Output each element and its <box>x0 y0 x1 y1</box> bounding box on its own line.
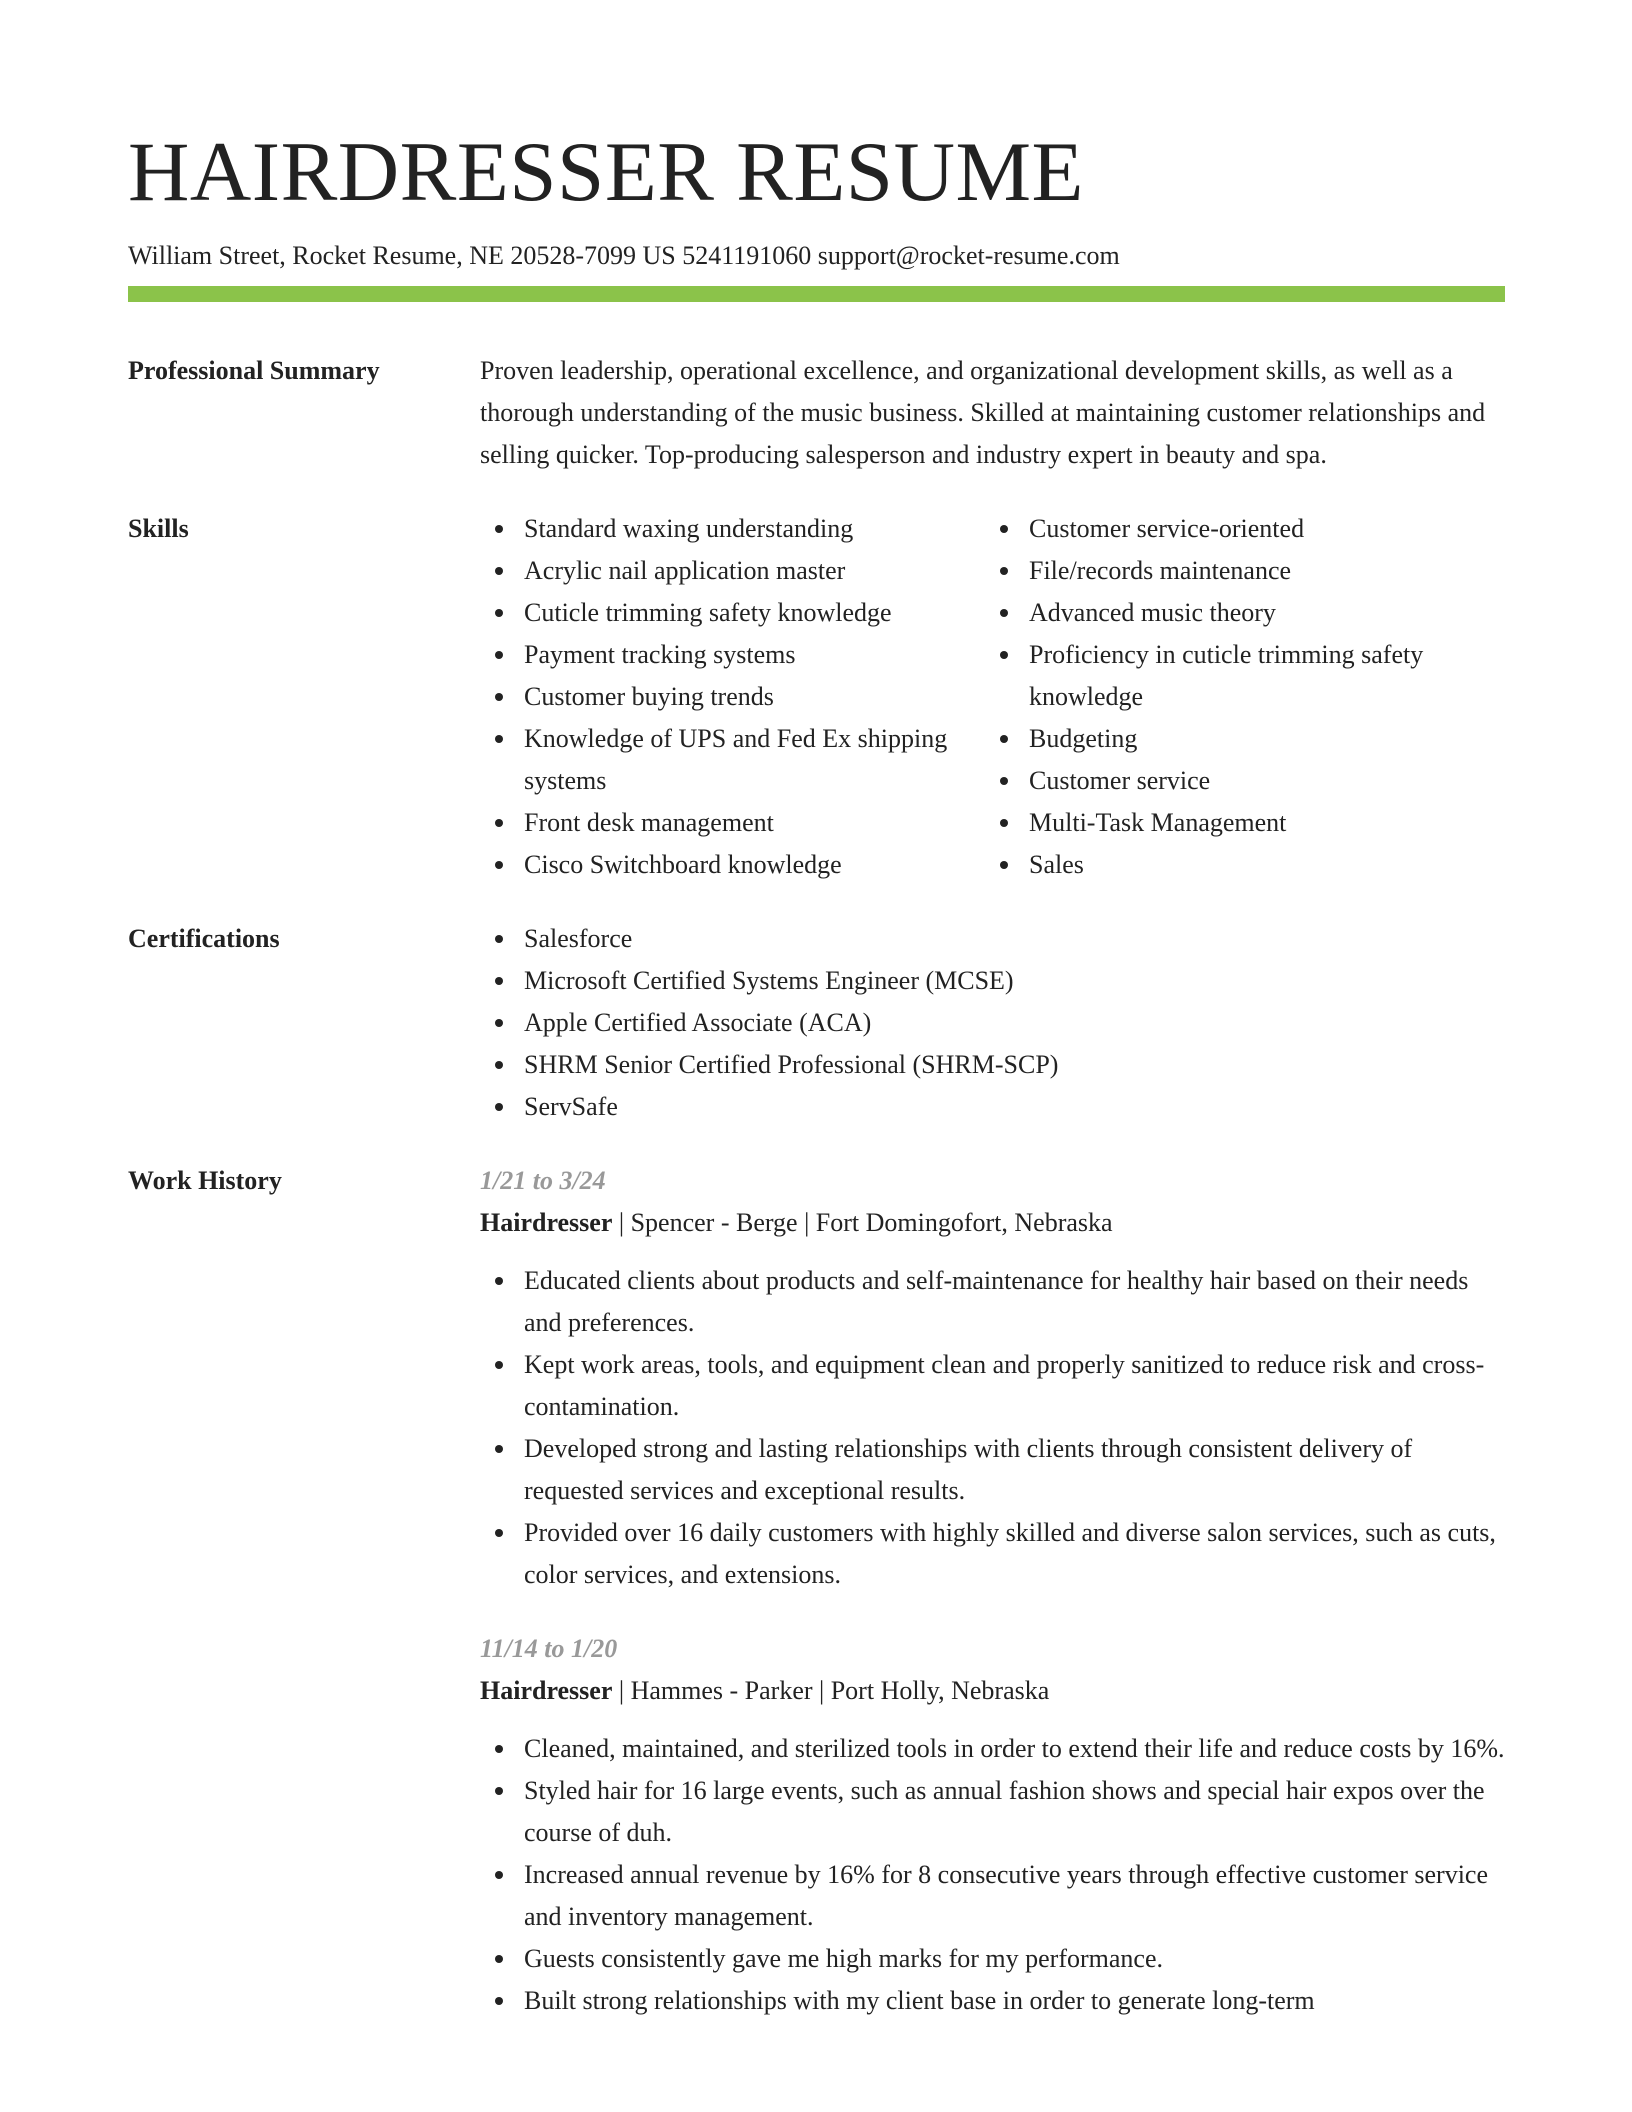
summary-section <box>128 350 1505 476</box>
certification-item: SHRM Senior Certified Professional (SHRM-SCP) <box>480 1044 1505 1086</box>
job-duty-item: Educated clients about products and self-maintenance for healthy hair based on their needs and preferences. <box>480 1260 1505 1344</box>
job-duty-item: Guests consistently gave me high marks for my performance. <box>480 1938 1505 1980</box>
section-label-work-history: Work History <box>128 1166 282 1195</box>
job-details: | Hammes - Parker | Port Holly, Nebraska <box>612 1676 1050 1705</box>
job-dates: 1/21 to 3/24 <box>480 1166 606 1195</box>
skill-item: Budgeting <box>985 718 1505 760</box>
job-dates: 11/14 to 1/20 <box>480 1634 618 1663</box>
skill-item: Customer service <box>985 760 1505 802</box>
skill-item: Front desk management <box>480 802 985 844</box>
work-history-body <box>480 1160 1505 2054</box>
certification-item: ServSafe <box>480 1086 1505 1128</box>
job-entry <box>480 1160 1505 1596</box>
job-heading <box>480 1670 1505 1712</box>
job-duty-item: Built strong relationships with my client base in order to generate long-term <box>480 1980 1505 2022</box>
skill-item: Multi-Task Management <box>985 802 1505 844</box>
job-duty-item: Developed strong and lasting relationships with clients through consistent delivery of requested services and exceptional results. <box>480 1428 1505 1512</box>
job-duty-item: Styled hair for 16 large events, such as annual fashion shows and special hair expos over the course of duh. <box>480 1770 1505 1854</box>
skill-item: Customer buying trends <box>480 676 985 718</box>
certifications-list <box>480 918 1505 1128</box>
resume-header <box>128 118 1505 274</box>
section-label-summary: Professional Summary <box>128 356 380 385</box>
job-duty-item: Provided over 16 daily customers with highly skilled and diverse salon services, such as cuts, color services, and extensions. <box>480 1512 1505 1596</box>
contact-line: William Street, Rocket Resume, NE 20528-7099 US 5241191060 support@rocket-resume.com <box>128 241 1120 270</box>
job-duty-item: Increased annual revenue by 16% for 8 consecutive years through effective customer service and inventory management. <box>480 1854 1505 1938</box>
skill-item: Advanced music theory <box>985 592 1505 634</box>
certification-item: Salesforce <box>480 918 1505 960</box>
skill-item: Sales <box>985 844 1505 886</box>
section-label-certifications: Certifications <box>128 924 280 953</box>
job-details: | Spencer - Berge | Fort Domingofort, Nebraska <box>612 1208 1113 1237</box>
skills-body <box>480 508 1505 886</box>
section-label-skills: Skills <box>128 514 189 543</box>
resume-title: HAIRDRESSER RESUME <box>128 125 1084 219</box>
certifications-body <box>480 918 1505 1128</box>
skill-item: Cuticle trimming safety knowledge <box>480 592 985 634</box>
certifications-section <box>128 918 1505 1128</box>
skills-list-left <box>480 508 985 886</box>
skill-item: Proficiency in cuticle trimming safety knowledge <box>985 634 1505 718</box>
job-title: Hairdresser <box>480 1208 613 1237</box>
skill-item: Standard waxing understanding <box>480 508 985 550</box>
skill-item: Acrylic nail application master <box>480 550 985 592</box>
job-duties-list <box>480 1728 1505 2022</box>
resume-sections <box>128 350 1505 2054</box>
summary-text: Proven leadership, operational excellence, and organizational development skills, as well as a thorough understanding of the music business. Skilled at maintaining customer relationships and selling quicker. Top-producing salesperson and industry expert in beauty and spa. <box>480 356 1486 469</box>
job-title: Hairdresser <box>480 1676 613 1705</box>
skill-item: Cisco Switchboard knowledge <box>480 844 985 886</box>
job-duty-item: Kept work areas, tools, and equipment clean and properly sanitized to reduce risk and cross-contamination. <box>480 1344 1505 1428</box>
job-heading <box>480 1202 1505 1244</box>
job-entry <box>480 1628 1505 2022</box>
skill-item: Knowledge of UPS and Fed Ex shipping systems <box>480 718 985 802</box>
work-history-section <box>128 1160 1505 2054</box>
accent-divider <box>128 286 1505 302</box>
skill-item: File/records maintenance <box>985 550 1505 592</box>
skills-section <box>128 508 1505 886</box>
certification-item: Apple Certified Associate (ACA) <box>480 1002 1505 1044</box>
job-duties-list <box>480 1260 1505 1596</box>
skill-item: Customer service-oriented <box>985 508 1505 550</box>
job-duty-item: Cleaned, maintained, and sterilized tools in order to extend their life and reduce costs by 16%. <box>480 1728 1505 1770</box>
skill-item: Payment tracking systems <box>480 634 985 676</box>
skills-list-right <box>985 508 1505 886</box>
skills-columns <box>480 508 1505 886</box>
certification-item: Microsoft Certified Systems Engineer (MCSE) <box>480 960 1505 1002</box>
